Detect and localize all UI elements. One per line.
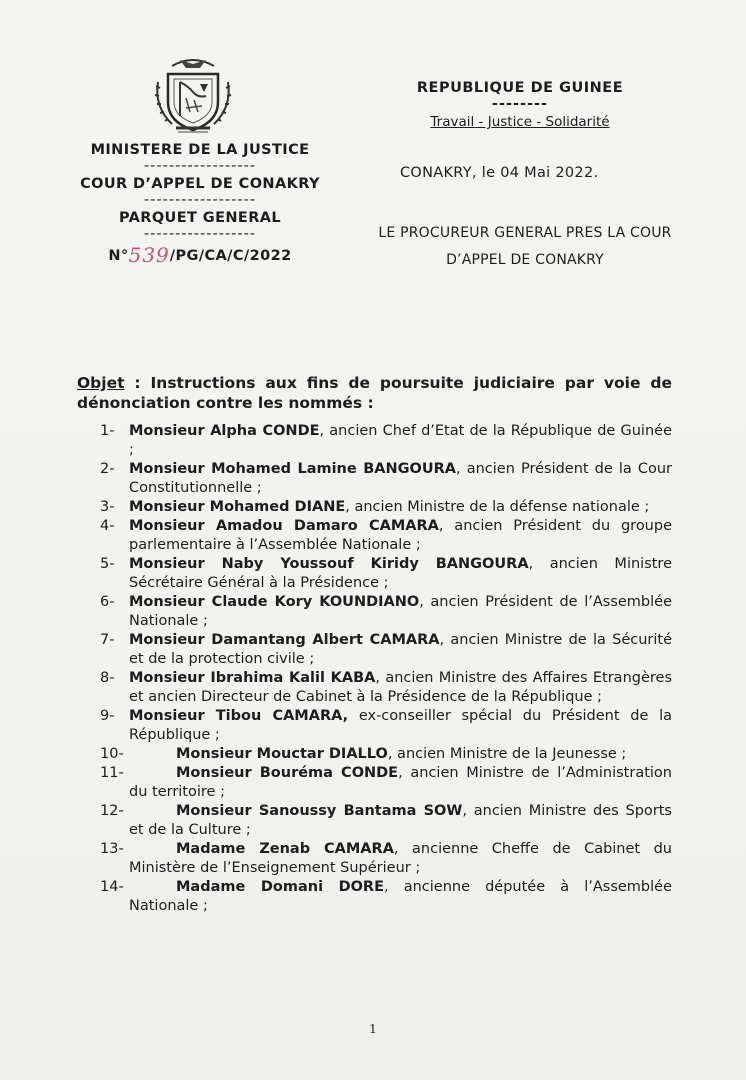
list-item: 3- Monsieur Mohamed DIANE, ancien Ministre de la défense nationale ;: [100, 499, 650, 515]
sender-block: [350, 220, 700, 274]
list-item: 13- Madame Zenab CAMARA, ancienne Cheffe de Cabinet du Ministère de l’Enseignement Supérieur ;: [100, 841, 672, 876]
court-name: COUR D’APPEL DE CONAKRY: [80, 176, 320, 192]
republic-header: [350, 78, 690, 132]
national-motto: Travail - Justice - Solidarité: [430, 114, 610, 130]
ref-handwritten-number: 539: [128, 243, 170, 267]
parquet-name: PARQUET GENERAL: [118, 210, 282, 226]
list-item: 1- Monsieur Alpha CONDE, ancien Chef d’Etat de la République de Guinée ;: [100, 423, 672, 458]
list-item: 10- Monsieur Mouctar DIALLO, ancien Ministre de la Jeunesse ;: [100, 746, 627, 762]
persons-list: [100, 422, 672, 916]
sender-line-2: D’APPEL DE CONAKRY: [446, 252, 604, 268]
coat-of-arms-emblem: [150, 52, 236, 136]
reference-number: [60, 242, 340, 268]
separator-line: ------------------: [143, 226, 257, 242]
separator-line: --------: [491, 96, 549, 112]
list-item: 7- Monsieur Damantang Albert CAMARA, ancien Ministre de la Sécurité et de la protection civile ;: [100, 632, 672, 667]
list-item: 9- Monsieur Tibou CAMARA, ex-conseiller spécial du Président de la République ;: [100, 708, 672, 743]
list-item: 12- Monsieur Sanoussy Bantama SOW, ancien Ministre des Sports et de la Culture ;: [100, 803, 672, 838]
list-item: 4- Monsieur Amadou Damaro CAMARA, ancien Président du groupe parlementaire à l’Assemblée Nationale ;: [100, 518, 672, 553]
list-item: 14- Madame Domani DORE, ancienne députée à l’Assemblée Nationale ;: [100, 879, 672, 914]
object-text: : Instructions aux fins de poursuite judiciaire par voie de dénonciation contre les nommés :: [77, 374, 672, 412]
ref-suffix: /PG/CA/C/2022: [169, 248, 292, 264]
issuing-authority-block: [60, 140, 340, 268]
ministry-name: MINISTERE DE LA JUSTICE: [90, 142, 310, 158]
list-item: 2- Monsieur Mohamed Lamine BANGOURA, ancien Président de la Cour Constitutionnelle ;: [100, 461, 672, 496]
list-item: 5- Monsieur Naby Youssouf Kiridy BANGOURA, ancien Ministre Sécrétaire Général à la Présidence ;: [100, 556, 672, 591]
sender-line-1: LE PROCUREUR GENERAL PRES LA COUR: [378, 225, 672, 241]
ref-prefix: N°: [108, 248, 129, 264]
object-label: Objet: [77, 374, 125, 392]
separator-line: ------------------: [143, 158, 257, 174]
separator-line: ------------------: [143, 192, 257, 208]
republic-title: REPUBLIQUE DE GUINEE: [416, 80, 624, 96]
object-line: [77, 373, 672, 413]
document-date: CONAKRY, le 04 Mai 2022.: [400, 165, 599, 181]
list-item: 11- Monsieur Bouréma CONDE, ancien Ministre de l’Administration du territoire ;: [100, 765, 672, 800]
list-item: 8- Monsieur Ibrahima Kalil KABA, ancien Ministre des Affaires Etrangères et ancien Directeur de Cabinet à la Présidence de la République ;: [100, 670, 673, 705]
list-item: 6- Monsieur Claude Kory KOUNDIANO, ancien Président de l’Assemblée Nationale ;: [100, 594, 673, 629]
page-number: 1: [369, 1022, 377, 1036]
